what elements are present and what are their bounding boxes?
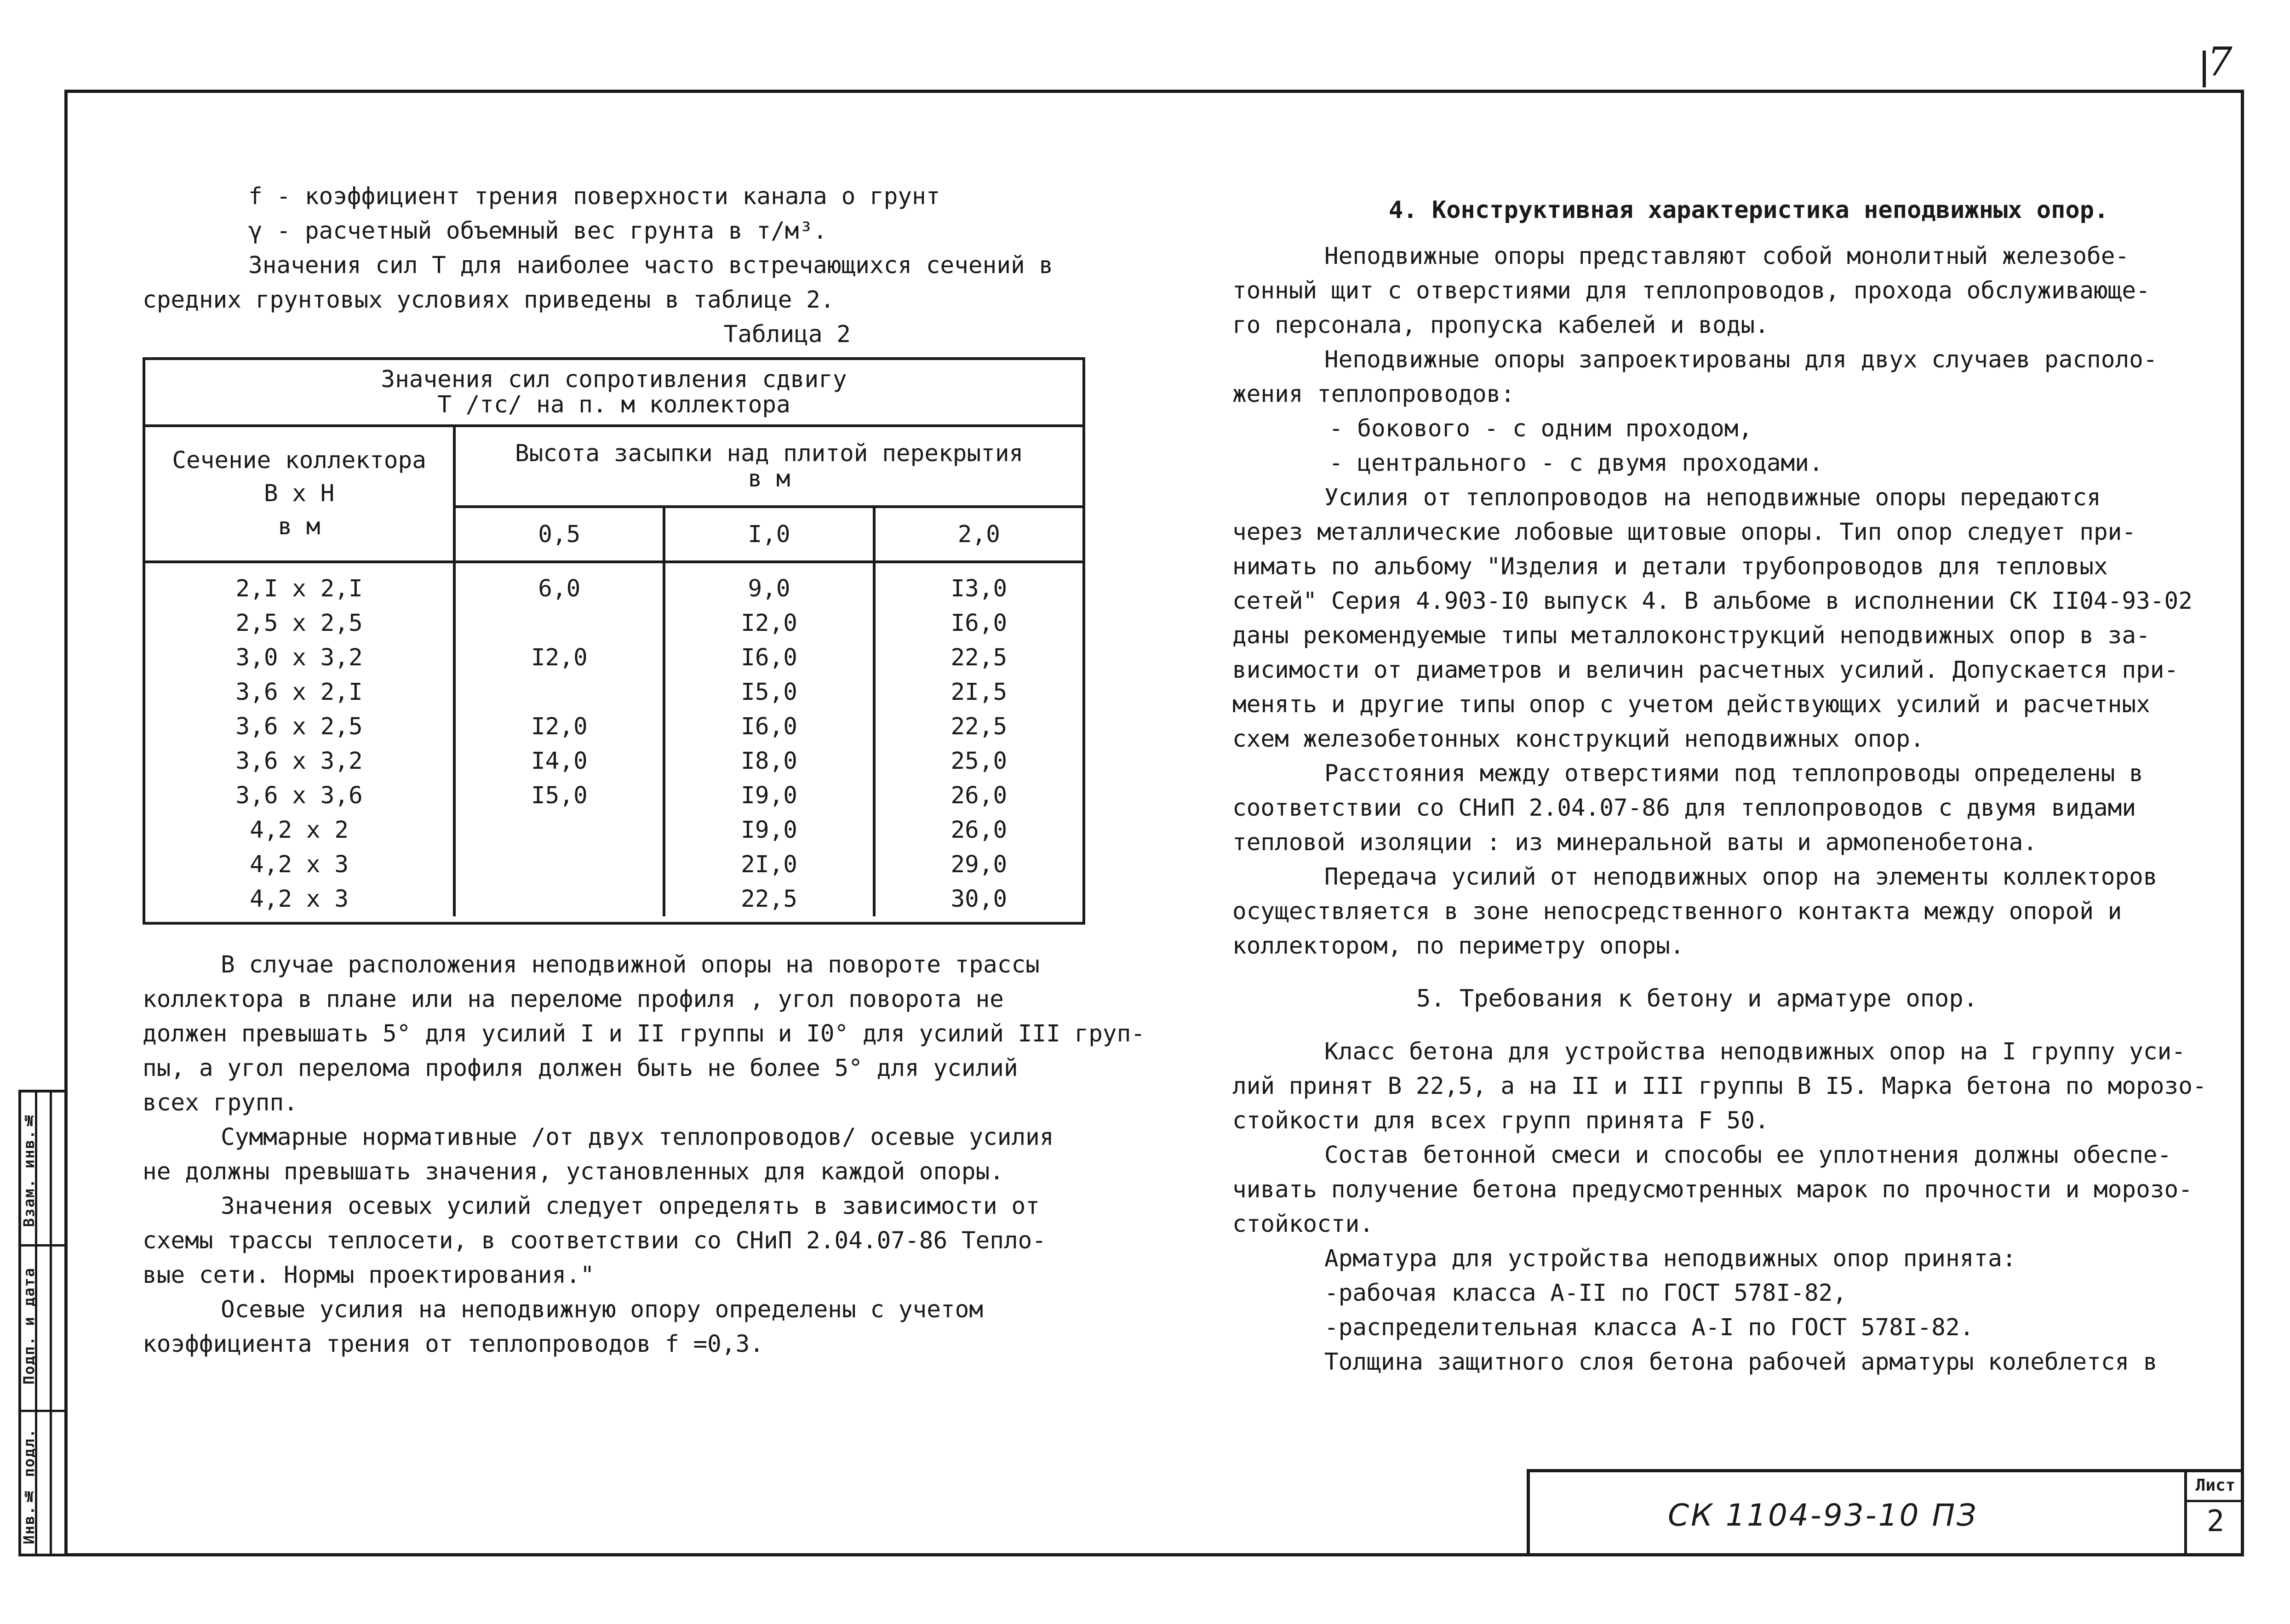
col-05 <box>454 562 664 916</box>
table-cell: 3,6 x 3,2 <box>235 748 363 775</box>
table-title-line: Т /тс/ на п. м коллектора <box>437 391 790 418</box>
table-cell: I6,0 <box>950 610 1008 637</box>
margin-divider <box>21 1244 64 1247</box>
text-line: схем железобетонных конструкций неподвижных опор. <box>1232 726 1924 753</box>
text-line: вые сети. Нормы проектирования." <box>143 1262 595 1289</box>
margin-label: Подп. и дата <box>20 1267 38 1385</box>
text-line: Толщина защитного слоя бетона рабочей арматуры колеблется в <box>1324 1349 2158 1376</box>
text-line: не должны превышать значения, установленных для каждой опоры. <box>143 1158 1004 1185</box>
text-line: го персонала, пропуска кабелей и воды. <box>1232 312 1769 339</box>
table-cell: 3,6 x 2,I <box>235 679 363 706</box>
document-code: СК 1104-93-10 ПЗ <box>1668 1498 1978 1533</box>
text-line: средних грунтовых условиях приведены в таблице 2. <box>143 286 835 314</box>
table-cell: 2,5 x 2,5 <box>235 610 363 637</box>
table-cell <box>460 813 658 847</box>
table-cell: 22,5 <box>950 713 1008 740</box>
col-20 <box>874 562 1084 916</box>
sections-column <box>144 562 454 916</box>
text-line: Усилия от теплопроводов на неподвижные опоры передаются <box>1324 484 2101 511</box>
text-line: Суммарные нормативные /от двух теплопроводов/ осевые усилия <box>221 1124 1054 1151</box>
table-bottom <box>144 916 1084 923</box>
text-line: Состав бетонной смеси и способы ее уплотнения должны обеспе- <box>1324 1142 2172 1169</box>
table-cell <box>460 606 658 640</box>
text-line: пы, а угол перелома профиля должен быть не более 5° для усилий <box>143 1055 1018 1082</box>
text-line: соответствии со СНиП 2.04.07-86 для теплопроводов с двумя видами <box>1232 795 2136 822</box>
header-line: в м <box>748 465 790 492</box>
table-cell: 3,6 x 2,5 <box>235 713 363 740</box>
table-cell: 2I,5 <box>950 679 1008 706</box>
section-header <box>144 426 454 562</box>
text-line: должен превышать 5° для усилий I и II группы и I0° для усилий III груп- <box>143 1020 1145 1047</box>
text-line: -рабочая класса А-II по ГОСТ 578I-82, <box>1324 1280 1847 1307</box>
right-column <box>1232 193 2216 1379</box>
table-cell: I2,0 <box>531 644 588 671</box>
header-line: Сечение коллектора <box>172 447 426 474</box>
section-heading: 5. Требования к бетону и арматуре опор. <box>1416 985 1978 1012</box>
height-cell: I,0 <box>664 507 874 562</box>
margin-strip <box>18 1090 64 1556</box>
margin-column <box>36 1092 52 1554</box>
margin-label: Взам. инв.№ <box>20 1111 38 1227</box>
text-line: всех групп. <box>143 1089 298 1116</box>
table-cell: 26,0 <box>950 817 1008 844</box>
list-item: - центрального - с двумя проходами. <box>1329 450 1823 477</box>
text-line: коэффициента трения от теплопроводов f =0,3. <box>143 1331 764 1358</box>
table-cell: 9,0 <box>748 575 790 602</box>
table-cell: 6,0 <box>538 575 581 602</box>
header-line: B x H <box>263 480 335 507</box>
table-title-line: Значения сил сопротивления сдвигу <box>381 366 847 393</box>
table-caption: Таблица 2 <box>723 321 851 348</box>
table-cell: 4,2 x 2 <box>250 817 349 844</box>
header-line: в м <box>278 513 321 540</box>
table-cell <box>460 882 658 916</box>
text-line: осуществляется в зоне непосредственного контакта между опорой и <box>1232 898 2122 925</box>
corner-number: 7 <box>2207 39 2233 85</box>
table-cell: 29,0 <box>950 851 1008 878</box>
table-cell: I3,0 <box>950 575 1008 602</box>
table-title <box>144 359 1084 426</box>
table-cell: 25,0 <box>950 748 1008 775</box>
resistance-table <box>143 357 1085 925</box>
table-cell: 3,0 x 3,2 <box>235 644 363 671</box>
table-cell: I2,0 <box>531 713 588 740</box>
text-line: Класс бетона для устройства неподвижных опор на I группу уси- <box>1324 1038 2186 1065</box>
text-line: Передача усилий от неподвижных опор на элементы коллекторов <box>1324 863 2158 891</box>
sheet-label: Лист <box>2187 1472 2244 1502</box>
sheet-box <box>2184 1472 2244 1556</box>
text-line: тепловой изоляции : из минеральной ваты и армопенобетона. <box>1232 829 2038 856</box>
text-line: Неподвижные опоры запроектированы для двух случаев располо- <box>1324 346 2158 373</box>
text-line: схемы трассы теплосети, в соответствии со СНиП 2.04.07-86 Тепло- <box>143 1227 1047 1254</box>
table-cell: 2I,0 <box>741 851 797 878</box>
text-line: Осевые усилия на неподвижную опору определены с учетом <box>221 1296 984 1323</box>
margin-divider <box>21 1410 64 1412</box>
text-line: через металлические лобовые щитовые опоры. Тип опор следует при- <box>1232 519 2136 546</box>
text-line: тонный щит с отверстиями для теплопроводов, прохода обслуживающе- <box>1232 277 2150 304</box>
text-line: Неподвижные опоры представляют собой монолитный железобе- <box>1324 243 2130 270</box>
sheet-number: 2 <box>2206 1504 2225 1538</box>
text-line: нимать по альбому "Изделия и детали трубопроводов для тепловых <box>1232 553 2108 580</box>
text-line: В случае расположения неподвижной опоры на повороте трассы <box>221 951 1040 978</box>
header-line: Высота засыпки над плитой перекрытия <box>515 440 1024 467</box>
text-line: коллектором, по периметру опоры. <box>1232 932 1684 960</box>
text-line: висимости от диаметров и величин расчетных усилий. Допускается при- <box>1232 657 2179 684</box>
text-line: коллектора в плане или на переломе профиля , угол поворота не <box>143 986 1004 1013</box>
corner-tick <box>2203 51 2206 87</box>
table-cell <box>460 675 658 709</box>
table-cell: I6,0 <box>741 644 797 671</box>
table-cell: I8,0 <box>741 748 797 775</box>
text-line: менять и другие типы опор с учетом действующих усилий и расчетных <box>1232 691 2150 718</box>
table-cell: I2,0 <box>741 610 797 637</box>
height-cell: 2,0 <box>874 507 1084 562</box>
title-stamp <box>1527 1469 2244 1556</box>
table-cell: I9,0 <box>741 817 797 844</box>
margin-label: Инв.№ подл. <box>20 1428 38 1544</box>
text-line: -распределительная класса А-I по ГОСТ 578I-82. <box>1324 1314 1974 1341</box>
text-line: f - коэффициент трения поверхности канала о грунт <box>248 183 940 210</box>
text-line: γ - расчетный объемный вес грунта в т/м³. <box>248 217 827 245</box>
text-line: Значения сил Т для наиболее часто встречающихся сечений в <box>248 252 1053 279</box>
text-line: стойкости для всех групп принята F 50. <box>1232 1107 1769 1134</box>
text-line: даны рекомендуемые типы металлоконструкций неподвижных опор в за- <box>1232 622 2150 649</box>
table-cell: 4,2 x 3 <box>250 851 349 878</box>
table-cell: 26,0 <box>950 782 1008 809</box>
table-cell: I5,0 <box>531 782 588 809</box>
text-line: лий принят В 22,5, а на II и III группы В I5. Марка бетона по морозо- <box>1232 1073 2207 1100</box>
table-cell: 30,0 <box>950 886 1008 913</box>
height-header <box>454 426 1084 507</box>
col-10 <box>664 562 874 916</box>
table-cell <box>460 847 658 882</box>
table-cell: 4,2 x 3 <box>250 886 349 913</box>
text-line: чивать получение бетона предусмотренных марок по прочности и морозо- <box>1232 1176 2193 1203</box>
table-cell: I4,0 <box>531 748 588 775</box>
left-column <box>143 179 1145 1361</box>
text-line: Значения осевых усилий следует определять в зависимости от <box>221 1193 1040 1220</box>
height-cell: 0,5 <box>454 507 664 562</box>
table-cell: 3,6 x 3,6 <box>235 782 363 809</box>
list-item: - бокового - с одним проходом, <box>1329 415 1753 442</box>
text-line: сетей" Серия 4.903-I0 выпуск 4. В альбоме в исполнении СК II04-93-02 <box>1232 588 2193 615</box>
table-cell: 2,I x 2,I <box>235 575 363 602</box>
table-cell: 22,5 <box>741 886 797 913</box>
table-cell: I5,0 <box>741 679 797 706</box>
text-line: Расстояния между отверстиями под теплопроводы определены в <box>1324 760 2143 787</box>
text-line: Арматура для устройства неподвижных опор принята: <box>1324 1245 2016 1272</box>
text-line: стойкости. <box>1232 1211 1374 1238</box>
section-heading: 4. Конструктивная характеристика неподвижных опор. <box>1389 196 2109 224</box>
table-cell: I9,0 <box>741 782 797 809</box>
table-cell: I6,0 <box>741 713 797 740</box>
text-line: жения теплопроводов: <box>1232 381 1515 408</box>
table-cell: 22,5 <box>950 644 1008 671</box>
